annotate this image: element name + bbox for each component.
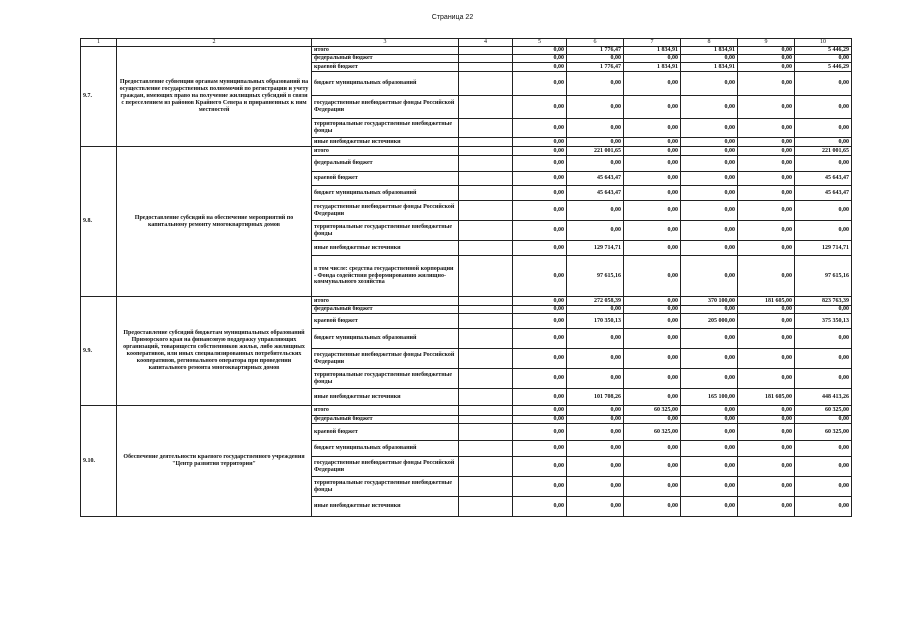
value-cell: 1 834,91 [624, 63, 681, 72]
funding-source: федеральный бюджет [312, 306, 459, 314]
value-cell: 0,00 [795, 369, 852, 389]
column-4-cell [459, 172, 513, 186]
column-4-cell [459, 389, 513, 406]
value-cell: 0,00 [513, 186, 567, 201]
value-cell: 0,00 [795, 329, 852, 349]
value-cell: 0,00 [738, 221, 795, 241]
value-cell: 0,00 [738, 497, 795, 517]
value-cell: 448 413,26 [795, 389, 852, 406]
value-cell: 0,00 [681, 221, 738, 241]
value-cell: 0,00 [795, 441, 852, 457]
value-cell: 0,00 [738, 172, 795, 186]
value-cell: 0,00 [738, 156, 795, 172]
value-cell: 0,00 [513, 306, 567, 314]
value-cell: 0,00 [738, 96, 795, 119]
value-cell: 221 001,65 [795, 147, 852, 156]
value-cell: 0,00 [681, 406, 738, 416]
column-4-cell [459, 477, 513, 497]
funding-source: федеральный бюджет [312, 156, 459, 172]
value-cell: 0,00 [567, 221, 624, 241]
value-cell: 0,00 [513, 314, 567, 329]
value-cell: 0,00 [681, 186, 738, 201]
value-cell: 0,00 [624, 306, 681, 314]
value-cell: 60 325,00 [795, 406, 852, 416]
column-4-cell [459, 256, 513, 297]
value-cell: 0,00 [795, 201, 852, 221]
value-cell: 97 615,16 [567, 256, 624, 297]
value-cell: 0,00 [513, 119, 567, 138]
column-number: 4 [459, 39, 513, 47]
funding-source: иные внебюджетные источники [312, 497, 459, 517]
funding-source: в том числе: средства государственной корпорации - Фонда содействия реформированию жилищно-коммунального хозяйства [312, 256, 459, 297]
section-code: 9.7. [81, 47, 117, 147]
value-cell: 823 763,39 [795, 297, 852, 306]
column-number: 5 [513, 39, 567, 47]
value-cell: 205 000,00 [681, 314, 738, 329]
column-4-cell [459, 241, 513, 256]
table-row [81, 406, 852, 416]
value-cell: 0,00 [738, 63, 795, 72]
column-number: 8 [681, 39, 738, 47]
value-cell: 0,00 [513, 297, 567, 306]
column-number: 2 [117, 39, 312, 47]
value-cell: 0,00 [513, 349, 567, 369]
value-cell: 0,00 [624, 172, 681, 186]
funding-source: краевой бюджет [312, 172, 459, 186]
value-cell: 0,00 [738, 241, 795, 256]
funding-source: бюджет муниципальных образований [312, 186, 459, 201]
funding-source: бюджет муниципальных образований [312, 441, 459, 457]
value-cell: 0,00 [624, 156, 681, 172]
funding-source: краевой бюджет [312, 424, 459, 441]
value-cell: 0,00 [681, 441, 738, 457]
value-cell: 0,00 [624, 314, 681, 329]
value-cell: 0,00 [681, 201, 738, 221]
column-4-cell [459, 416, 513, 424]
value-cell: 0,00 [681, 306, 738, 314]
value-cell: 60 325,00 [624, 406, 681, 416]
value-cell: 0,00 [738, 147, 795, 156]
value-cell: 0,00 [738, 72, 795, 96]
value-cell: 0,00 [624, 497, 681, 517]
value-cell: 0,00 [567, 55, 624, 63]
column-4-cell [459, 186, 513, 201]
column-4-cell [459, 441, 513, 457]
value-cell: 0,00 [567, 497, 624, 517]
value-cell: 0,00 [738, 256, 795, 297]
value-cell: 0,00 [795, 55, 852, 63]
column-4-cell [459, 406, 513, 416]
value-cell: 0,00 [681, 349, 738, 369]
value-cell: 129 714,71 [795, 241, 852, 256]
funding-source: территориальные государственные внебюджетные фонды [312, 119, 459, 138]
value-cell: 1 776,47 [567, 47, 624, 55]
value-cell: 0,00 [567, 369, 624, 389]
value-cell: 0,00 [681, 497, 738, 517]
column-4-cell [459, 63, 513, 72]
value-cell: 60 325,00 [624, 424, 681, 441]
value-cell: 0,00 [567, 406, 624, 416]
value-cell: 0,00 [513, 241, 567, 256]
value-cell: 0,00 [513, 477, 567, 497]
funding-source: итого [312, 297, 459, 306]
value-cell: 165 100,00 [681, 389, 738, 406]
value-cell: 45 643,47 [567, 186, 624, 201]
value-cell: 0,00 [513, 389, 567, 406]
column-4-cell [459, 314, 513, 329]
section-name: Предоставление субсидий бюджетам муниципальных образований Приморского края на финансовую поддержку управляющих организаций, товариществ собственников жилья, либо жилищных кооперативов, или иных специализированных потребительских кооперативов, регионального оператора при проведении капитального ремонта многоквартирных домов [117, 297, 312, 406]
value-cell: 0,00 [795, 497, 852, 517]
value-cell: 5 446,29 [795, 63, 852, 72]
column-4-cell [459, 457, 513, 477]
value-cell: 0,00 [624, 416, 681, 424]
value-cell: 0,00 [738, 416, 795, 424]
value-cell: 0,00 [513, 441, 567, 457]
value-cell: 0,00 [513, 329, 567, 349]
funding-source: территориальные государственные внебюджетные фонды [312, 477, 459, 497]
column-number: 6 [567, 39, 624, 47]
section-code: 9.10. [81, 406, 117, 517]
column-4-cell [459, 119, 513, 138]
value-cell: 0,00 [624, 221, 681, 241]
value-cell: 0,00 [681, 329, 738, 349]
column-number: 1 [81, 39, 117, 47]
value-cell: 0,00 [738, 119, 795, 138]
value-cell: 0,00 [513, 424, 567, 441]
value-cell: 0,00 [681, 138, 738, 147]
value-cell: 0,00 [738, 55, 795, 63]
value-cell: 0,00 [795, 416, 852, 424]
value-cell: 0,00 [567, 416, 624, 424]
column-number-row [81, 39, 852, 47]
value-cell: 1 776,47 [567, 63, 624, 72]
column-4-cell [459, 297, 513, 306]
budget-table [80, 38, 852, 517]
value-cell: 0,00 [624, 138, 681, 147]
value-cell: 5 446,29 [795, 47, 852, 55]
value-cell: 0,00 [513, 63, 567, 72]
value-cell: 0,00 [738, 306, 795, 314]
value-cell: 1 834,91 [624, 47, 681, 55]
value-cell: 1 834,91 [681, 63, 738, 72]
value-cell: 0,00 [567, 457, 624, 477]
value-cell: 0,00 [738, 186, 795, 201]
column-4-cell [459, 497, 513, 517]
value-cell: 45 643,47 [795, 172, 852, 186]
value-cell: 0,00 [513, 497, 567, 517]
funding-source: краевой бюджет [312, 314, 459, 329]
column-4-cell [459, 72, 513, 96]
value-cell: 60 325,00 [795, 424, 852, 441]
value-cell: 0,00 [738, 369, 795, 389]
funding-source: территориальные государственные внебюджетные фонды [312, 221, 459, 241]
value-cell: 0,00 [738, 138, 795, 147]
table-row [81, 147, 852, 156]
funding-source: итого [312, 147, 459, 156]
value-cell: 0,00 [681, 156, 738, 172]
value-cell: 0,00 [624, 457, 681, 477]
value-cell: 0,00 [681, 96, 738, 119]
section-name: Предоставление субсидий на обеспечение мероприятий по капитальному ремонту многоквартирных домов [117, 147, 312, 297]
value-cell: 0,00 [681, 172, 738, 186]
funding-source: государственные внебюджетные фонды Российской Федерации [312, 457, 459, 477]
value-cell: 0,00 [624, 55, 681, 63]
value-cell: 0,00 [567, 201, 624, 221]
value-cell: 0,00 [513, 457, 567, 477]
value-cell: 0,00 [738, 201, 795, 221]
value-cell: 45 643,47 [795, 186, 852, 201]
column-number: 9 [738, 39, 795, 47]
value-cell: 0,00 [681, 369, 738, 389]
funding-source: иные внебюджетные источники [312, 241, 459, 256]
value-cell: 0,00 [513, 172, 567, 186]
value-cell: 0,00 [567, 349, 624, 369]
value-cell: 0,00 [513, 201, 567, 221]
funding-source: итого [312, 47, 459, 55]
funding-source: федеральный бюджет [312, 416, 459, 424]
value-cell: 0,00 [513, 156, 567, 172]
value-cell: 370 100,00 [681, 297, 738, 306]
value-cell: 0,00 [795, 96, 852, 119]
value-cell: 0,00 [624, 329, 681, 349]
section-code: 9.9. [81, 297, 117, 406]
column-4-cell [459, 221, 513, 241]
value-cell: 0,00 [795, 349, 852, 369]
value-cell: 0,00 [567, 156, 624, 172]
table-row [81, 47, 852, 55]
value-cell: 0,00 [738, 424, 795, 441]
column-4-cell [459, 47, 513, 55]
value-cell: 0,00 [681, 416, 738, 424]
value-cell: 0,00 [513, 416, 567, 424]
value-cell: 170 350,13 [567, 314, 624, 329]
value-cell: 0,00 [513, 96, 567, 119]
table-body [81, 47, 852, 517]
value-cell: 0,00 [624, 241, 681, 256]
value-cell: 0,00 [681, 147, 738, 156]
value-cell: 0,00 [513, 55, 567, 63]
value-cell: 0,00 [567, 424, 624, 441]
column-4-cell [459, 96, 513, 119]
value-cell: 0,00 [795, 306, 852, 314]
value-cell: 0,00 [738, 47, 795, 55]
value-cell: 0,00 [624, 389, 681, 406]
funding-source: территориальные государственные внебюджетные фонды [312, 369, 459, 389]
value-cell: 0,00 [624, 96, 681, 119]
value-cell: 0,00 [681, 256, 738, 297]
value-cell: 0,00 [681, 72, 738, 96]
value-cell: 0,00 [681, 457, 738, 477]
value-cell: 0,00 [513, 147, 567, 156]
table-row [81, 297, 852, 306]
value-cell: 0,00 [624, 297, 681, 306]
value-cell: 0,00 [513, 221, 567, 241]
column-4-cell [459, 156, 513, 172]
column-4-cell [459, 369, 513, 389]
value-cell: 0,00 [513, 369, 567, 389]
value-cell: 0,00 [624, 477, 681, 497]
column-4-cell [459, 306, 513, 314]
value-cell: 0,00 [567, 138, 624, 147]
value-cell: 0,00 [513, 138, 567, 147]
value-cell: 0,00 [567, 72, 624, 96]
value-cell: 45 643,47 [567, 172, 624, 186]
column-4-cell [459, 147, 513, 156]
value-cell: 0,00 [624, 119, 681, 138]
value-cell: 0,00 [795, 477, 852, 497]
funding-source: федеральный бюджет [312, 55, 459, 63]
value-cell: 272 058,39 [567, 297, 624, 306]
section-name: Предоставление субвенции органам муниципальных образований на осуществление государственных полномочий по регистрации и учету граждан, имеющих право на получение жилищных субсидий в связи с переселением из районов Крайнего Севера и приравненных к ним местностей [117, 47, 312, 147]
funding-source: государственные внебюджетные фонды Российской Федерации [312, 349, 459, 369]
value-cell: 0,00 [738, 477, 795, 497]
value-cell: 0,00 [795, 119, 852, 138]
value-cell: 375 350,13 [795, 314, 852, 329]
value-cell: 0,00 [681, 119, 738, 138]
section-code: 9.8. [81, 147, 117, 297]
column-number: 10 [795, 39, 852, 47]
value-cell: 0,00 [681, 241, 738, 256]
value-cell: 181 605,00 [738, 297, 795, 306]
value-cell: 0,00 [795, 457, 852, 477]
value-cell: 0,00 [513, 406, 567, 416]
column-4-cell [459, 329, 513, 349]
column-4-cell [459, 201, 513, 221]
value-cell: 97 615,16 [795, 256, 852, 297]
value-cell: 0,00 [624, 186, 681, 201]
column-4-cell [459, 349, 513, 369]
value-cell: 0,00 [681, 424, 738, 441]
value-cell: 0,00 [513, 47, 567, 55]
funding-source: государственные внебюджетные фонды Российской Федерации [312, 201, 459, 221]
funding-source: бюджет муниципальных образований [312, 72, 459, 96]
value-cell: 0,00 [567, 441, 624, 457]
value-cell: 221 001,65 [567, 147, 624, 156]
value-cell: 0,00 [624, 72, 681, 96]
value-cell: 0,00 [513, 256, 567, 297]
value-cell: 0,00 [681, 55, 738, 63]
value-cell: 129 714,71 [567, 241, 624, 256]
value-cell: 0,00 [624, 201, 681, 221]
value-cell: 0,00 [567, 96, 624, 119]
value-cell: 0,00 [567, 306, 624, 314]
funding-source: итого [312, 406, 459, 416]
value-cell: 0,00 [738, 441, 795, 457]
value-cell: 0,00 [738, 314, 795, 329]
value-cell: 0,00 [795, 72, 852, 96]
column-4-cell [459, 138, 513, 147]
value-cell: 0,00 [624, 147, 681, 156]
value-cell: 101 708,26 [567, 389, 624, 406]
value-cell: 0,00 [738, 349, 795, 369]
column-4-cell [459, 55, 513, 63]
value-cell: 0,00 [624, 256, 681, 297]
value-cell: 181 605,00 [738, 389, 795, 406]
value-cell: 1 834,91 [681, 47, 738, 55]
value-cell: 0,00 [567, 477, 624, 497]
page-header: Страница 22 [431, 14, 474, 21]
funding-source: государственные внебюджетные фонды Российской Федерации [312, 96, 459, 119]
value-cell: 0,00 [513, 72, 567, 96]
funding-source: бюджет муниципальных образований [312, 329, 459, 349]
column-number: 7 [624, 39, 681, 47]
funding-source: краевой бюджет [312, 63, 459, 72]
value-cell: 0,00 [738, 457, 795, 477]
section-name: Обеспечение деятельности краевого государственного учреждения "Центр развития территории" [117, 406, 312, 517]
column-4-cell [459, 424, 513, 441]
value-cell: 0,00 [681, 477, 738, 497]
value-cell: 0,00 [738, 329, 795, 349]
value-cell: 0,00 [795, 138, 852, 147]
value-cell: 0,00 [795, 221, 852, 241]
value-cell: 0,00 [738, 406, 795, 416]
value-cell: 0,00 [624, 441, 681, 457]
value-cell: 0,00 [624, 369, 681, 389]
column-number: 3 [312, 39, 459, 47]
value-cell: 0,00 [624, 349, 681, 369]
value-cell: 0,00 [795, 156, 852, 172]
funding-source: иные внебюджетные источники [312, 389, 459, 406]
value-cell: 0,00 [567, 329, 624, 349]
value-cell: 0,00 [567, 119, 624, 138]
funding-source: иные внебюджетные источники [312, 138, 459, 147]
